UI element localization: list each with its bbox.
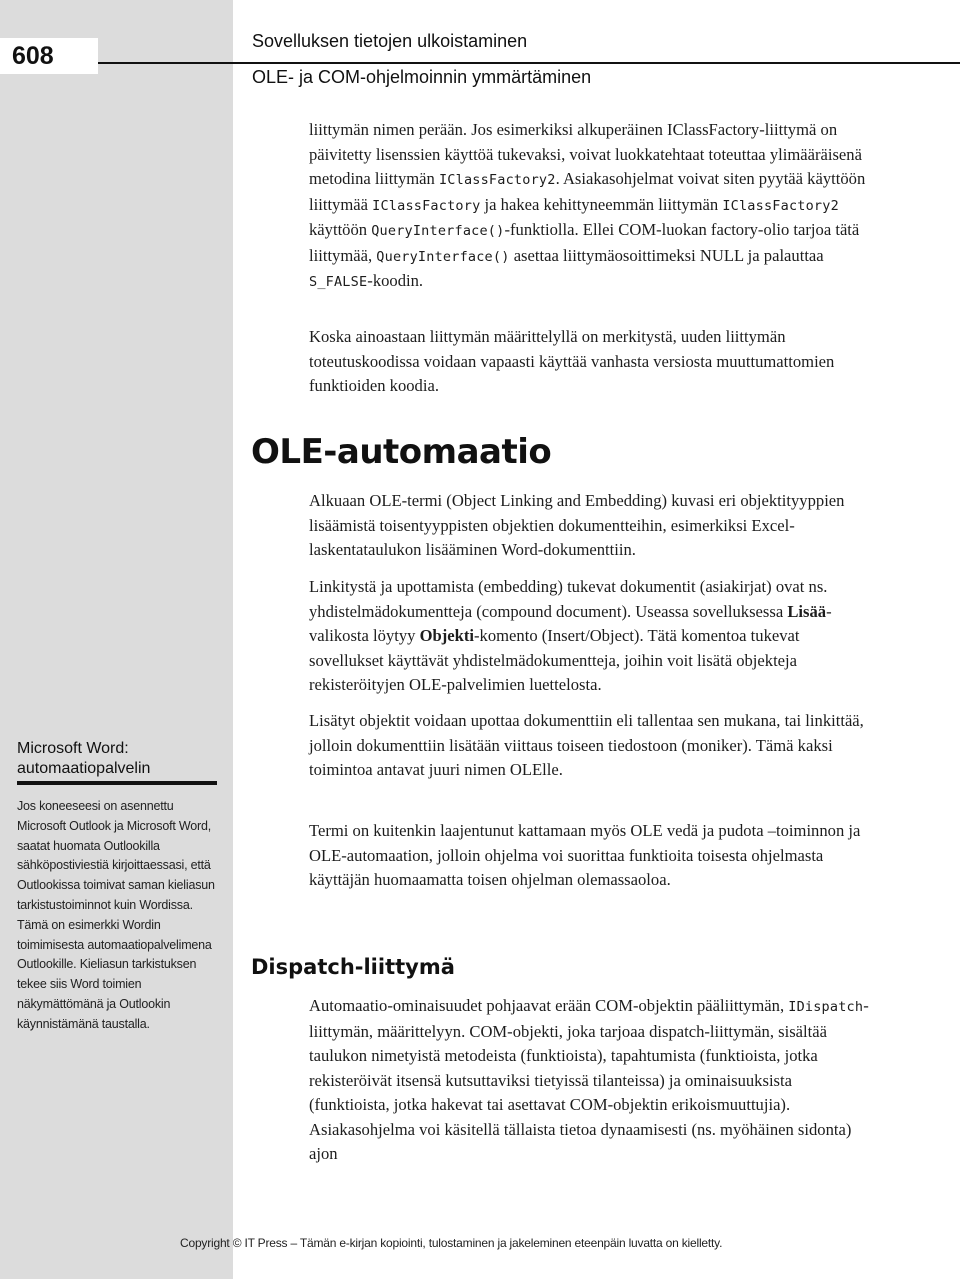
body-paragraph [309, 325, 875, 399]
text-run: ja hakea kehittyneemmän liittymän [480, 194, 723, 214]
text-run: käyttöön [309, 220, 372, 239]
paragraph-text: Koska ainoastaan liittymän määrittelyllä on merkitystä, uuden liittymän toteutuskoodissa voidaan vapaasti käyttää vanhasta versiosta muuttumattomien funktioiden koodia. [309, 327, 835, 395]
text-run: -valikosta löytyy [309, 601, 832, 645]
copyright-footer: Copyright © IT Press – Tämän e-kirjan kopiointi, tulostaminen ja jakeleminen eteenpäin luvatta on kielletty. [180, 1236, 723, 1250]
sidebar-note-title: Microsoft Word: automaatiopalvelin [17, 739, 217, 785]
header-rule [98, 62, 960, 64]
body-paragraph [309, 709, 875, 783]
command-name: Objekti [419, 626, 475, 645]
body-paragraph [309, 575, 875, 698]
code-identifier: IClassFactory2 [438, 172, 556, 188]
text-run: Automaatio-ominaisuudet pohjaavat erään COM-objektin pääliittymän, [309, 996, 789, 1015]
code-identifier: QueryInterface() [376, 248, 510, 265]
text-run: -koodin. [367, 271, 424, 290]
sidebar-note [17, 739, 217, 1035]
margin-sidebar [0, 0, 233, 1279]
paragraph-text: Lisätyt objektit voidaan upottaa dokumenttiin eli tallentaa sen mukana, tai linkittää, jolloin dokumenttiin lisätään viittaus toiseen tiedostoon (moniker). Tämä kaksi toimintoa antavat juuri nimen OLElle. [309, 711, 864, 779]
text-run: liittymän nimen perään. Jos esimerkiksi alkuperäinen IClassFactory-liittymä on päivitetty lisenssien käyttöä tukevaksi, voivat luokkatehtaat toteuttaa ylimääräisenä metodina liittymän [309, 120, 862, 188]
text-run: Linkitystä ja upottamista (embedding) tukevat dokumentit (asiakirjat) ovat ns. yhdistelmädokumentteja (compound document). Useassa sovelluksessa [309, 577, 828, 621]
section-heading: OLE-automaatio [251, 432, 552, 472]
text-run: -komento (Insert/Object). Tätä komentoa tukevat sovellukset käyttävät yhdistelmädokumentteja, joihin voit lisätä objekteja rekisteröityjen OLE-palvelimien luettelosta. [309, 626, 800, 694]
page-number: 608 [0, 38, 98, 74]
code-identifier: QueryInterface() [371, 223, 505, 239]
paragraph-text: Termi on kuitenkin laajentunut kattamaan myös OLE vedä ja pudota –toiminnon ja OLE-automaation, jolloin ohjelma voi suorittaa funktioita toisesta ohjelmasta käyttäjän huomaamatta toisen ohjelman olemassaoloa. [309, 821, 861, 889]
code-identifier: IClassFactory2 [722, 197, 839, 214]
paragraph-text: Alkuaan OLE-termi (Object Linking and Embedding) kuvasi eri objektityyppien lisäämistä toisentyyppisten objektien dokumentteihin, esimerkiksi Excel-laskentataulukon lisääminen Word-dokumenttiin. [309, 491, 845, 559]
text-run: -liittymän, määrittelyyn. COM-objekti, joka tarjoaa dispatch-liittymän, sisältää taulukon nimetyistä metodeista (funktioista), tapahtumista (funktioista, jotka rekisteröivät itsensä kutsuttaviksi tietyissä tilanteissa) ja ominaisuuksista (funktioista, jotka hakevat tai asettavat COM-objektin erikoismuuttujia). Asiakasohjelma voi käsitellä tällaista tietoa dynaamisesti (ns. myöhäinen sidonta) ajon [309, 996, 869, 1163]
body-paragraph [309, 994, 875, 1167]
chapter-title: Sovelluksen tietojen ulkoistaminen [252, 31, 528, 51]
subsection-heading: Dispatch-liittymä [251, 955, 455, 979]
text-run: asettaa liittymäosoittimeksi NULL ja palauttaa [509, 245, 824, 265]
code-identifier: IClassFactory [372, 197, 481, 214]
body-paragraph [309, 489, 875, 563]
menu-name: Lisää [787, 601, 827, 621]
text-run: -funktiolla. Ellei COM-luokan factory-olio tarjoa tätä liittymää, [309, 220, 860, 265]
section-title: OLE- ja COM-ohjelmoinnin ymmärtäminen [252, 67, 592, 87]
code-identifier: IDispatch [788, 999, 864, 1015]
body-paragraph [309, 118, 875, 295]
code-identifier: S_FALSE [309, 274, 368, 290]
sidebar-note-text: Jos koneeseesi on asennettu Microsoft Outlook ja Microsoft Word, saatat huomata Outlookilla sähköpostiviestiä kirjoittaessasi, että Outlookissa toimivat saman kieliasun tarkistustoiminnot kuin Wordissa. Tämä on esimerkki Wordin toimimisesta automaatiopalvelimena Outlookille. Kieliasun tarkistuksen tekee siis Word toimien näkymättömänä ja Outlookin käynnistämänä taustalla. [17, 799, 215, 1031]
text-run: . Asiakasohjelmat voivat siten pyytää käyttöön liittymää [309, 169, 866, 214]
body-paragraph [309, 819, 875, 893]
